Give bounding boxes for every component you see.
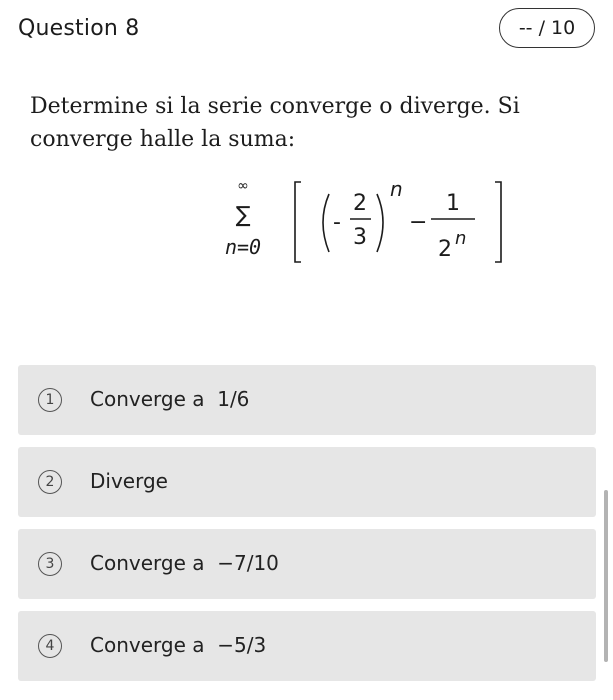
option-label: Converge a −5/3 (90, 633, 267, 657)
question-title: Question 8 (18, 16, 140, 41)
option-number-badge: 2 (38, 470, 62, 494)
answer-option-4[interactable] (18, 611, 596, 681)
prompt-line-2: converge halle la suma: (30, 127, 296, 152)
power-exponent: n (390, 177, 403, 201)
series-formula (205, 172, 525, 272)
option-number-badge: 4 (38, 634, 62, 658)
second-fraction-denominator-exponent: n (455, 228, 467, 249)
inner-minus-sign: - (333, 210, 341, 235)
question-prompt (30, 90, 560, 156)
answer-option-1[interactable] (18, 365, 596, 435)
answer-option-3[interactable] (18, 529, 596, 599)
question-header (0, 0, 613, 60)
option-number-badge: 1 (38, 388, 62, 412)
vertical-scrollbar[interactable] (604, 490, 608, 662)
left-bracket (295, 182, 301, 262)
sum-lower-limit: n=0 (224, 235, 262, 259)
sum-upper-limit: ∞ (237, 178, 249, 194)
fraction-numerator: 2 (353, 191, 367, 216)
formula-graphic (205, 172, 525, 272)
left-paren (323, 194, 329, 252)
answer-option-2[interactable] (18, 447, 596, 517)
prompt-line-1: Determine si la serie converge o diverge. Si (30, 94, 520, 119)
fraction-denominator: 3 (353, 225, 367, 250)
right-bracket (495, 182, 501, 262)
second-fraction-denominator-base: 2 (438, 237, 452, 262)
right-paren (377, 194, 383, 252)
score-badge: -- / 10 (499, 8, 595, 48)
second-fraction-numerator: 1 (446, 191, 460, 216)
minus-sign: − (409, 210, 428, 235)
option-label: Diverge (90, 469, 168, 493)
option-label: Converge a 1/6 (90, 387, 250, 411)
sum-symbol: ∑ (235, 203, 251, 228)
option-label: Converge a −7/10 (90, 551, 279, 575)
option-number-badge: 3 (38, 552, 62, 576)
